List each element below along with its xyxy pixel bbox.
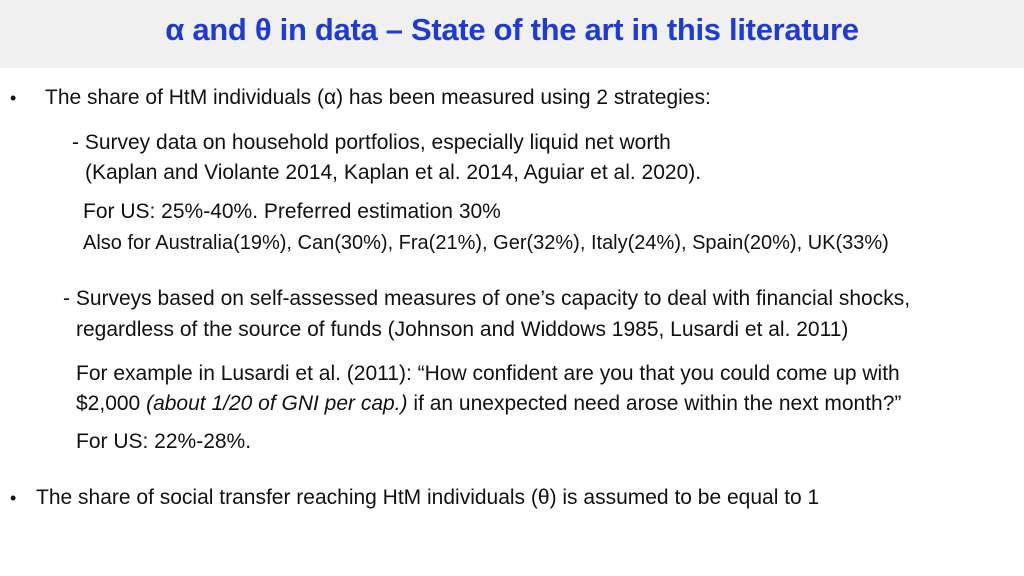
bullet-marker: • xyxy=(10,488,17,508)
slide-title: α and θ in data – State of the art in this literature xyxy=(165,12,859,47)
strategy-1-line-2: (Kaplan and Violante 2014, Kaplan et al. 2014, Aguiar et al. 2020). xyxy=(85,161,702,184)
strategy-2-line-4-italic: (about 1/20 of GNI per cap.) xyxy=(146,392,408,415)
title-bar xyxy=(0,0,1024,68)
bullet-1-text: The share of HtM individuals (α) has been measured using 2 strategies: xyxy=(45,86,711,109)
strategy-2-line-4 xyxy=(76,391,901,417)
bullet-2-text: The share of social transfer reaching HtM individuals (θ) is assumed to be equal to 1 xyxy=(36,486,820,509)
strategy-1-line-3: For US: 25%-40%. Preferred estimation 30% xyxy=(83,200,501,223)
strategy-2-line-5: For US: 22%-28%. xyxy=(76,430,252,453)
strategy-2-line-4-pre: $2,000 xyxy=(76,392,147,415)
strategy-1-line-1: - Survey data on household portfolios, especially liquid net worth xyxy=(72,131,671,154)
strategy-2-line-3: For example in Lusardi et al. (2011): “How confident are you that you could come up with xyxy=(76,362,900,385)
strategy-2-line-2: regardless of the source of funds (Johnson and Widdows 1985, Lusardi et al. 2011) xyxy=(76,318,849,341)
bullet-marker: • xyxy=(10,88,17,108)
strategy-2-line-1: - Surveys based on self-assessed measures of one’s capacity to deal with financial shocks, xyxy=(63,287,911,310)
strategy-2-line-4-post: if an unexpected need arose within the next month?” xyxy=(407,392,902,415)
strategy-1-line-4: Also for Australia(19%), Can(30%), Fra(21%), Ger(32%), Italy(24%), Spain(20%), UK(33%) xyxy=(83,232,889,254)
